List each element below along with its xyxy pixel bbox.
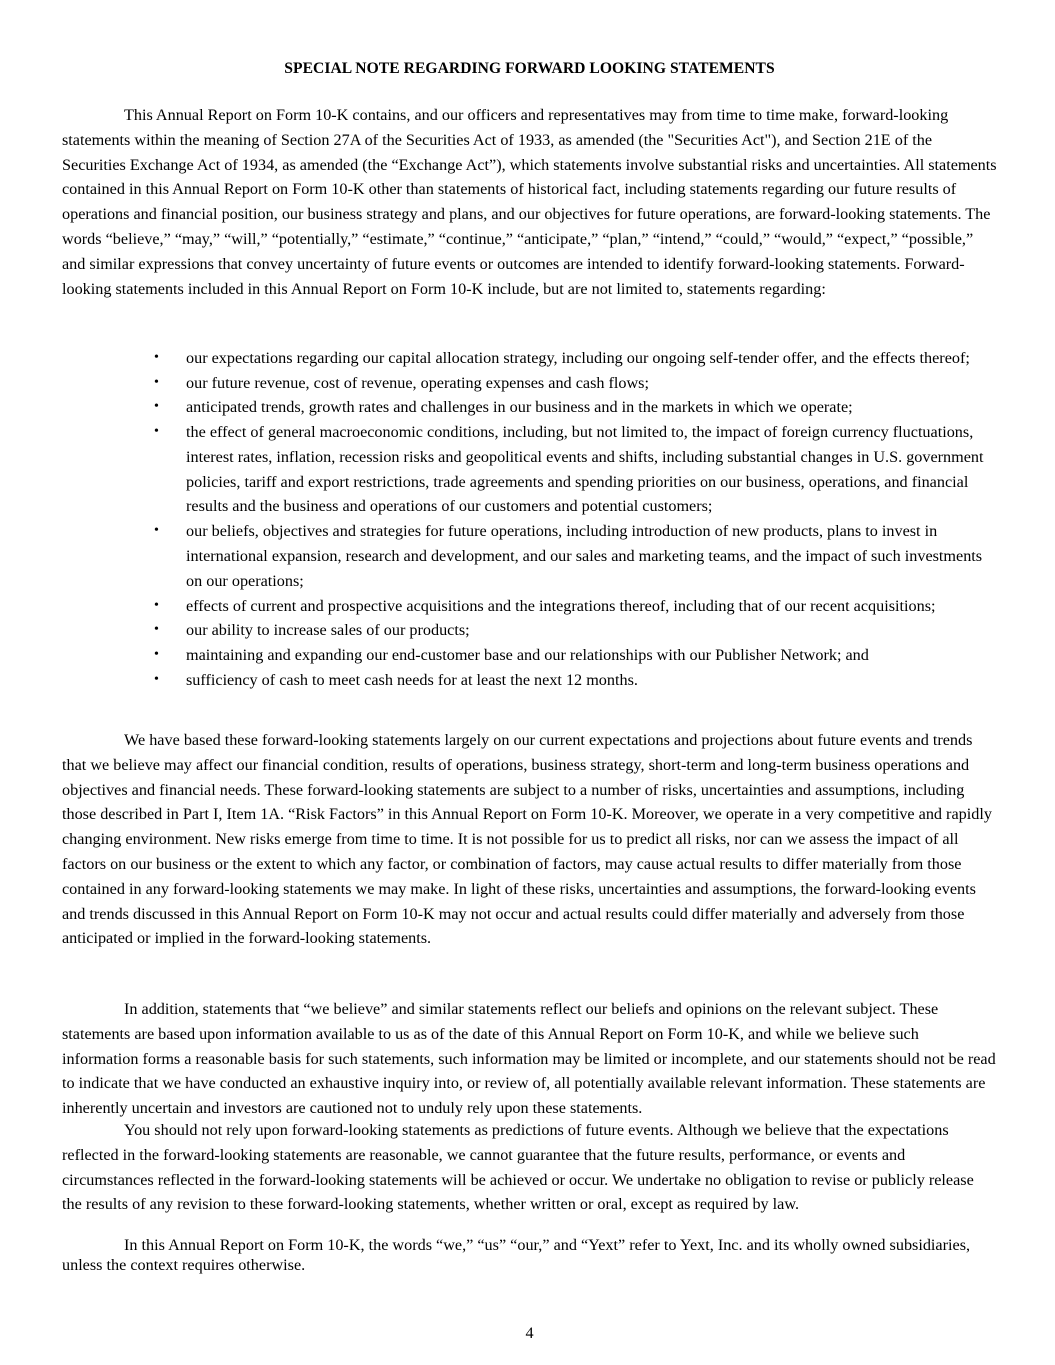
- list-item: [62, 371, 997, 396]
- definitions-paragraph: In this Annual Report on Form 10-K, the words “we,” “us” “our,” and “Yext” refer to Yext, Inc. and its wholly owned subsidiaries, unless the context requires otherwise.: [62, 1236, 971, 1274]
- bullet-icon: •: [154, 622, 159, 638]
- intro-paragraph: This Annual Report on Form 10-K contains, and our officers and representatives may from time to time make, forward-looking statements within the meaning of Section 27A of the Securities Act of 1933, as amended (the "Securities Act"), and Section 21E of the Securities Exchange Act of 1934, as amended (the “Exchange Act”), which statements involve substantial risks and uncertainties. All statements contained in this Annual Report on Form 10-K other than statements of historical fact, including statements regarding our future results of operations and financial position, our business strategy and plans, and our objectives for future operations, are forward-looking statements. The words “believe,” “may,” “will,” “potentially,” “estimate,” “continue,” “anticipate,” “plan,” “intend,” “could,” “would,” “expect,” “possible,” and similar expressions that convey uncertainty of future events or outcomes are intended to identify forward-looking statements. Forward-looking statements included in this Annual Report on Form 10-K include, but are not limited to, statements regarding:: [62, 106, 997, 298]
- bullet-icon: •: [154, 374, 159, 390]
- list-item-text: our expectations regarding our capital allocation strategy, including our ongoing self-tender offer, and the effects thereof;: [186, 349, 970, 367]
- bullet-icon: •: [154, 672, 159, 688]
- bullet-icon: •: [154, 647, 159, 663]
- list-item-text: maintaining and expanding our end-customer base and our relationships with our Publisher Network; and: [186, 646, 869, 665]
- list-item: [62, 594, 997, 619]
- page-number: 4: [525, 1324, 534, 1342]
- list-item: [62, 420, 997, 519]
- list-item: [62, 519, 997, 593]
- forward-looking-topics-list: [62, 346, 997, 693]
- list-item-text: our beliefs, objectives and strategies for future operations, including introduction of new products, plans to invest in international expansion, research and development, and our sales and marketing teams, and the impact of such investments on our operations;: [186, 522, 983, 590]
- list-item-text: anticipated trends, growth rates and challenges in our business and in the markets in which we operate;: [186, 398, 853, 417]
- list-item-text: effects of current and prospective acquisitions and the integrations thereof, including that of our recent acquisitions;: [186, 596, 936, 615]
- bullet-icon: •: [154, 523, 159, 539]
- list-item-text: sufficiency of cash to meet cash needs for at least the next 12 months.: [186, 671, 638, 690]
- bullet-icon: •: [154, 597, 159, 613]
- bullet-icon: •: [154, 350, 159, 365]
- reliance-paragraph: You should not rely upon forward-looking statements as predictions of future events. Although we believe that the expectations reflected in the forward-looking statements are reasonable, we cannot guarantee that the future results, performance, or events and circumstances reflected in the forward-looking statements will be achieved or occur. We undertake no obligation to revise or publicly release the results of any revision to these forward-looking statements, whether written or oral, except as required by law.: [62, 1121, 974, 1214]
- bullet-icon: •: [154, 424, 159, 440]
- list-item-text: our future revenue, cost of revenue, operating expenses and cash flows;: [186, 373, 649, 392]
- section-title: SPECIAL NOTE REGARDING FORWARD LOOKING STATEMENTS: [284, 60, 775, 77]
- beliefs-paragraph: In addition, statements that “we believe” and similar statements reflect our beliefs and opinions on the relevant subject. These statements are based upon information available to us as of the date of this Annual Report on Form 10-K, and while we believe such information forms a reasonable basis for such statements, such information may be limited or incomplete, and our statements should not be read to indicate that we have conducted an exhaustive inquiry into, or review of, all potentially available relevant information. These statements are inherently uncertain and investors are cautioned not to unduly rely upon these statements.: [62, 1000, 996, 1118]
- list-item: [62, 618, 997, 643]
- bullet-icon: •: [154, 399, 159, 415]
- list-item: [62, 395, 997, 420]
- list-item: [62, 668, 997, 693]
- list-item-text: the effect of general macroeconomic conditions, including, but not limited to, the impact of foreign currency fluctuations, interest rates, inflation, recession risks and geopolitical events and shifts, including substantial changes in U.S. government policies, tariff and export restrictions, trade agreements and spending priorities on our business, operations, and financial results and the business and operations of our customers and potential customers;: [186, 423, 984, 516]
- list-item: [62, 643, 997, 668]
- basis-paragraph: We have based these forward-looking statements largely on our current expectations and projections about future events and trends that we believe may affect our financial condition, results of operations, business strategy, short-term and long-term business operations and objectives and financial needs. These forward-looking statements are subject to a number of risks, uncertainties and assumptions, including those described in Part I, Item 1A. “Risk Factors” in this Annual Report on Form 10-K. Moreover, we operate in a very competitive and rapidly changing environment. New risks emerge from time to time. It is not possible for us to predict all risks, nor can we assess the impact of all factors on our business or the extent to which any factor, or combination of factors, may cause actual results to differ materially from those contained in any forward-looking statements we may make. In light of these risks, uncertainties and assumptions, the forward-looking events and trends discussed in this Annual Report on Form 10-K may not occur and actual results could differ materially and adversely from those anticipated or implied in the forward-looking statements.: [62, 731, 992, 948]
- list-item: [62, 346, 997, 371]
- list-item-text: our ability to increase sales of our products;: [186, 621, 470, 640]
